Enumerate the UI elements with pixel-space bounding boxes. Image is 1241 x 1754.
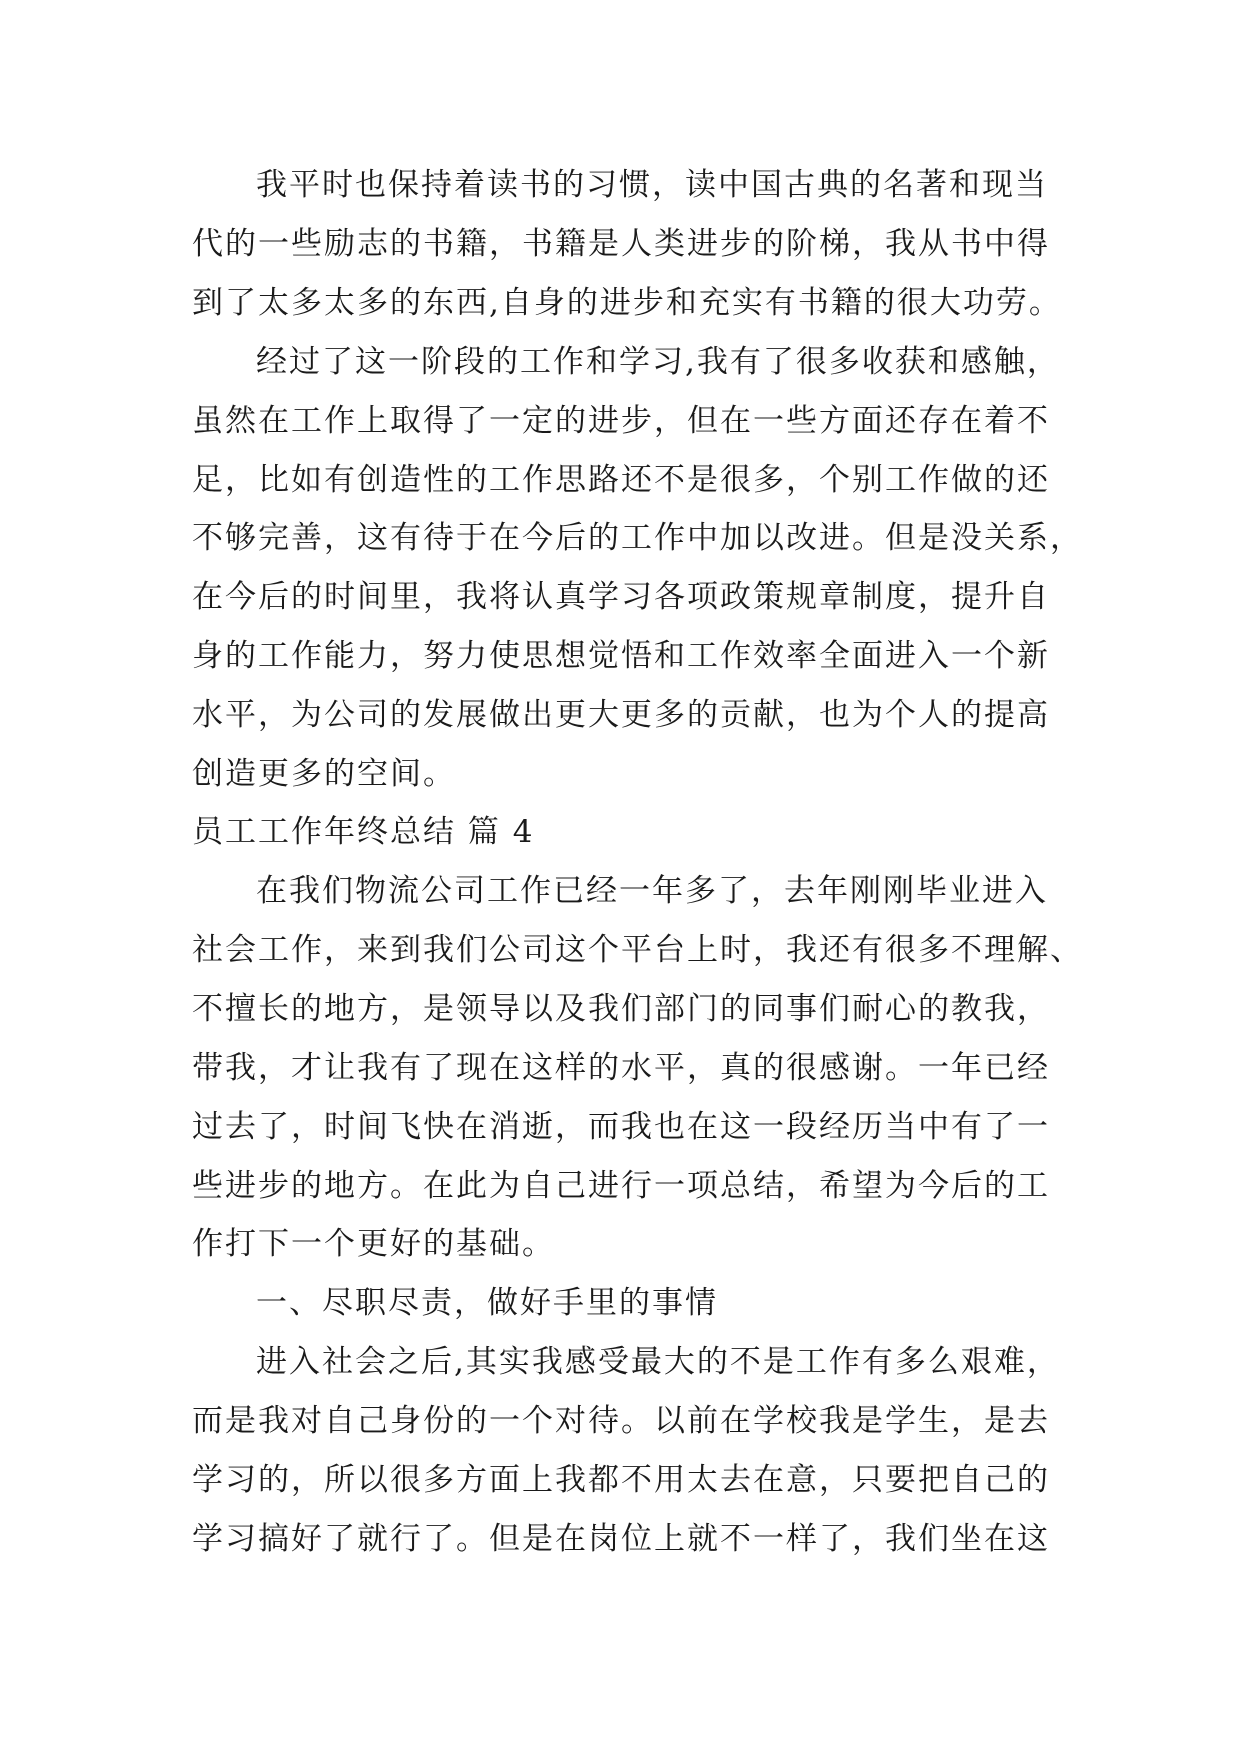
text-line: 些进步的地方。在此为自己进行一项总结，希望为今后的工 <box>192 1168 1050 1204</box>
text-line: 到了太多太多的东西,自身的进步和充实有书籍的很大功劳。 <box>192 285 1062 321</box>
text-line: 过去了，时间飞快在消逝，而我也在这一段经历当中有了一 <box>192 1109 1050 1145</box>
text-line: 社会工作，来到我们公司这个平台上时，我还有很多不理解、 <box>192 932 1083 968</box>
text-line: 带我，才让我有了现在这样的水平，真的很感谢。一年已经 <box>192 1050 1050 1086</box>
text-line: 学习搞好了就行了。但是在岗位上就不一样了，我们坐在这 <box>192 1521 1050 1557</box>
text-line: 水平，为公司的发展做出更大更多的贡献，也为个人的提高 <box>192 697 1050 733</box>
text-line: 我平时也保持着读书的习惯，读中国古典的名著和现当 <box>256 167 1048 203</box>
text-line: 身的工作能力，努力使思想觉悟和工作效率全面进入一个新 <box>192 638 1050 674</box>
text-line: 创造更多的空间。 <box>192 756 456 792</box>
text-line: 代的一些励志的书籍，书籍是人类进步的阶梯，我从书中得 <box>192 226 1050 262</box>
text-line: 不够完善，这有待于在今后的工作中加以改进。但是没关系， <box>192 520 1083 556</box>
text-line: 经过了这一阶段的工作和学习,我有了很多收获和感触， <box>256 344 1060 380</box>
text-line: 进入社会之后,其实我感受最大的不是工作有多么艰难， <box>256 1344 1060 1380</box>
text-line: 作打下一个更好的基础。 <box>192 1226 555 1262</box>
text-line: 而是我对自己身份的一个对待。以前在学校我是学生，是去 <box>192 1403 1050 1439</box>
section-heading: 员工工作年终总结 篇 4 <box>192 814 535 850</box>
text-line: 在我们物流公司工作已经一年多了，去年刚刚毕业进入 <box>256 873 1048 909</box>
text-line: 不擅长的地方，是领导以及我们部门的同事们耐心的教我， <box>192 991 1050 1027</box>
text-line: 虽然在工作上取得了一定的进步，但在一些方面还存在着不 <box>192 403 1050 439</box>
text-line: 学习的，所以很多方面上我都不用太去在意，只要把自己的 <box>192 1462 1050 1498</box>
text-line: 足，比如有创造性的工作思路还不是很多，个别工作做的还 <box>192 462 1050 498</box>
text-line: 在今后的时间里，我将认真学习各项政策规章制度，提升自 <box>192 579 1050 615</box>
subsection-heading: 一、尽职尽责，做好手里的事情 <box>256 1285 718 1321</box>
